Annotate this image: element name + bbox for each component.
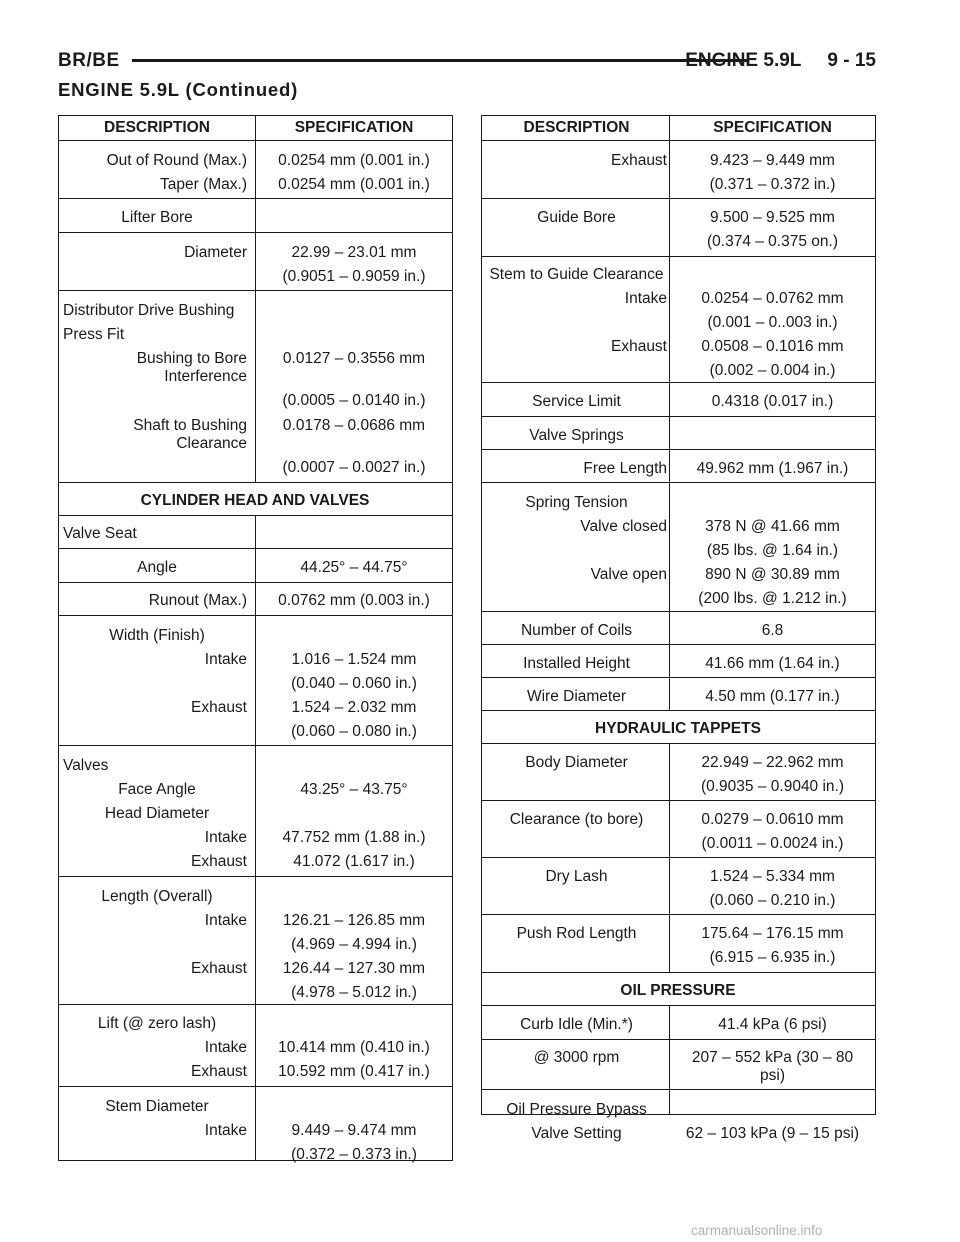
spec-cell: 0.0254 mm (0.001 in.) xyxy=(278,152,430,169)
table-row xyxy=(59,548,452,582)
spec-cell: (0.371 – 0.372 in.) xyxy=(709,176,836,193)
spec-cell: 22.99 – 23.01 mm xyxy=(291,244,417,261)
spec-cell: (0.060 – 0.080 in.) xyxy=(291,723,417,740)
spec-cell: 1.524 – 5.334 mm xyxy=(710,868,835,885)
header-right xyxy=(685,50,876,72)
spec-cell: (6.915 – 6.935 in.) xyxy=(709,949,836,966)
spec-cell: (0.002 – 0.004 in.) xyxy=(709,362,836,379)
desc-cell: Intake xyxy=(204,651,247,668)
spec-cell: (0.0005 – 0.0140 in.) xyxy=(282,392,426,409)
desc-cell: Valve Seat xyxy=(63,525,137,542)
spec-cell: (0.9035 – 0.9040 in.) xyxy=(700,778,845,795)
desc-cell: Body Diameter xyxy=(525,754,628,771)
spec-cell: (0.0007 – 0.0027 in.) xyxy=(282,459,426,476)
desc-cell: Dry Lash xyxy=(545,868,608,885)
spec-cell: 62 – 103 kPa (9 – 15 psi) xyxy=(685,1125,860,1142)
spec-cell: (200 lbs. @ 1.212 in.) xyxy=(698,590,847,607)
desc-cell: Runout (Max.) xyxy=(148,592,247,609)
table-row xyxy=(482,857,875,914)
header-specification: SPECIFICATION xyxy=(713,119,832,136)
table-row xyxy=(59,1004,452,1086)
table-row xyxy=(59,198,452,232)
spec-cell: 890 N @ 30.89 mm xyxy=(705,566,840,583)
section-heading: CYLINDER HEAD AND VALVES xyxy=(140,492,370,509)
desc-cell: Guide Bore xyxy=(537,209,616,226)
section-title: ENGINE 5.9L xyxy=(685,50,802,71)
table-row xyxy=(482,914,875,972)
table-row xyxy=(482,416,875,449)
table-row xyxy=(59,515,452,548)
desc-cell: Installed Height xyxy=(523,655,630,672)
desc-cell: Lifter Bore xyxy=(121,209,193,226)
header-description: DESCRIPTION xyxy=(523,119,630,136)
desc-cell: Oil Pressure Bypass xyxy=(506,1101,647,1118)
spec-cell: (0.040 – 0.060 in.) xyxy=(291,675,417,692)
table-row xyxy=(482,140,875,198)
spec-cell: 9.423 – 9.449 mm xyxy=(710,152,835,169)
spec-cell: (0.9051 – 0.9059 in.) xyxy=(282,268,426,285)
table-row xyxy=(482,1039,875,1089)
spec-cell: 44.25° – 44.75° xyxy=(300,559,408,576)
spec-cell: 1.524 – 2.032 mm xyxy=(291,699,417,716)
desc-cell: Curb Idle (Min.*) xyxy=(520,1016,633,1033)
table-row xyxy=(482,382,875,416)
spec-cell: 0.0254 – 0.0762 mm xyxy=(701,290,844,307)
spec-cell: 207 – 552 kPa (30 – 80 xyxy=(691,1049,854,1066)
spec-table-right xyxy=(481,115,876,1142)
table-row xyxy=(482,1005,875,1039)
section-row xyxy=(59,482,452,515)
table-row xyxy=(482,482,875,611)
desc-cell: Clearance xyxy=(176,435,247,452)
table-row xyxy=(59,290,452,482)
desc-cell: Service Limit xyxy=(532,393,621,410)
desc-cell: Exhaust xyxy=(190,960,247,977)
desc-cell: Face Angle xyxy=(118,781,196,798)
spec-cell: 1.016 – 1.524 mm xyxy=(291,651,417,668)
table-row xyxy=(59,232,452,290)
section-row xyxy=(482,972,875,1005)
spec-cell: 175.64 – 176.15 mm xyxy=(701,925,844,942)
table-row xyxy=(482,449,875,482)
spec-cell: (0.0011 – 0.0024 in.) xyxy=(701,835,844,852)
desc-cell: Length (Overall) xyxy=(101,888,213,905)
header-specification: SPECIFICATION xyxy=(294,119,414,136)
desc-cell: Exhaust xyxy=(190,1063,247,1080)
section-row xyxy=(482,710,875,743)
desc-cell: Spring Tension xyxy=(525,494,628,511)
desc-cell: Angle xyxy=(137,559,177,576)
desc-cell: Valve Setting xyxy=(531,1125,622,1142)
table-row xyxy=(59,140,452,198)
spec-cell: 6.8 xyxy=(761,622,784,639)
desc-cell: Valve Springs xyxy=(529,427,624,444)
spec-cell: 49.962 mm (1.967 in.) xyxy=(696,460,849,477)
desc-cell: Interference xyxy=(164,368,247,385)
desc-cell: Exhaust xyxy=(190,853,247,870)
desc-cell: Clearance (to bore) xyxy=(509,811,644,828)
desc-cell: Exhaust xyxy=(610,338,667,355)
desc-cell: Diameter xyxy=(184,244,247,261)
spec-table-left xyxy=(58,115,453,1161)
table-row xyxy=(59,582,452,615)
desc-cell: Distributor Drive Bushing xyxy=(63,302,235,319)
spec-cell: 22.949 – 22.962 mm xyxy=(701,754,844,771)
desc-cell: Intake xyxy=(204,1122,247,1139)
desc-cell: Bushing to Bore xyxy=(136,350,247,367)
spec-cell: psi) xyxy=(760,1067,785,1084)
desc-cell: Exhaust xyxy=(610,152,667,169)
table-row xyxy=(482,800,875,857)
spec-cell: 378 N @ 41.66 mm xyxy=(705,518,840,535)
spec-cell: 0.4318 (0.017 in.) xyxy=(711,393,834,410)
spec-cell: (0.060 – 0.210 in.) xyxy=(709,892,836,909)
spec-cell: 9.449 – 9.474 mm xyxy=(291,1122,417,1139)
table-row xyxy=(59,615,452,745)
table-row xyxy=(482,198,875,256)
header-rule xyxy=(132,59,748,62)
spec-cell: 9.500 – 9.525 mm xyxy=(710,209,835,226)
table-row xyxy=(482,743,875,800)
spec-cell: 0.0254 mm (0.001 in.) xyxy=(278,176,430,193)
section-heading: HYDRAULIC TAPPETS xyxy=(595,720,761,737)
desc-cell: Lift (@ zero lash) xyxy=(97,1015,217,1032)
spec-cell: (0.374 – 0.375 on.) xyxy=(707,233,838,250)
desc-cell: Out of Round (Max.) xyxy=(106,152,247,169)
spec-cell: 0.0127 – 0.3556 mm xyxy=(282,350,426,367)
spec-cell: 43.25° – 43.75° xyxy=(300,781,408,798)
continued-title: ENGINE 5.9L (Continued) xyxy=(58,79,299,100)
table-row xyxy=(482,611,875,644)
spec-cell: 41.072 (1.617 in.) xyxy=(293,853,415,870)
spec-cell: (0.001 – 0..003 in.) xyxy=(707,314,838,331)
desc-cell: Stem Diameter xyxy=(105,1098,209,1115)
table-row xyxy=(59,745,452,876)
desc-cell: Wire Diameter xyxy=(526,688,627,705)
desc-cell: Press Fit xyxy=(63,326,125,343)
desc-cell: Valves xyxy=(63,757,109,774)
table-header-row xyxy=(59,116,452,140)
desc-cell: Intake xyxy=(204,912,247,929)
model-code: BR/BE xyxy=(58,50,120,71)
watermark-text: carmanualsonline.info xyxy=(691,1223,823,1238)
header-description: DESCRIPTION xyxy=(104,119,210,136)
spec-cell: 10.592 mm (0.417 in.) xyxy=(278,1063,430,1080)
page-header xyxy=(58,50,876,70)
table-row xyxy=(482,1089,875,1143)
desc-cell: Valve open xyxy=(590,566,667,583)
table-row xyxy=(482,677,875,710)
section-heading: OIL PRESSURE xyxy=(620,982,736,999)
desc-cell: Intake xyxy=(204,829,247,846)
spec-cell: (4.978 – 5.012 in.) xyxy=(291,984,417,1001)
desc-cell: Intake xyxy=(624,290,667,307)
spec-cell: 47.752 mm (1.88 in.) xyxy=(282,829,426,846)
spec-cell: 4.50 mm (0.177 in.) xyxy=(705,688,840,705)
spec-cell: 41.4 kPa (6 psi) xyxy=(718,1016,827,1033)
desc-cell: Number of Coils xyxy=(520,622,633,639)
desc-cell: Head Diameter xyxy=(104,805,210,822)
desc-cell: Intake xyxy=(204,1039,247,1056)
desc-cell: Exhaust xyxy=(190,699,247,716)
table-row xyxy=(482,644,875,677)
page-number: 9 - 15 xyxy=(827,50,876,71)
spec-cell: 0.0762 mm (0.003 in.) xyxy=(278,592,430,609)
table-header-row xyxy=(482,116,875,140)
table-row xyxy=(482,256,875,382)
desc-cell: Free Length xyxy=(583,460,667,477)
spec-cell: (0.372 – 0.373 in.) xyxy=(291,1146,417,1163)
desc-cell: Valve closed xyxy=(580,518,667,535)
spec-cell: 10.414 mm (0.410 in.) xyxy=(278,1039,430,1056)
spec-cell: 0.0508 – 0.1016 mm xyxy=(701,338,844,355)
desc-cell: @ 3000 rpm xyxy=(533,1049,620,1066)
spec-cell: (4.969 – 4.994 in.) xyxy=(291,936,417,953)
spec-cell: 0.0178 – 0.0686 mm xyxy=(282,417,426,434)
spec-cell: 126.21 – 126.85 mm xyxy=(282,912,426,929)
table-row xyxy=(59,1086,452,1172)
spec-cell: (85 lbs. @ 1.64 in.) xyxy=(706,542,839,559)
desc-cell: Width (Finish) xyxy=(109,627,205,644)
desc-cell: Shaft to Bushing xyxy=(133,417,247,434)
table-row xyxy=(59,876,452,1004)
spec-cell: 126.44 – 127.30 mm xyxy=(282,960,426,977)
desc-cell: Stem to Guide Clearance xyxy=(489,266,664,283)
spec-cell: 0.0279 – 0.0610 mm xyxy=(701,811,844,828)
spec-cell: 41.66 mm (1.64 in.) xyxy=(705,655,840,672)
desc-cell: Push Rod Length xyxy=(516,925,637,942)
desc-cell: Taper (Max.) xyxy=(160,176,247,193)
